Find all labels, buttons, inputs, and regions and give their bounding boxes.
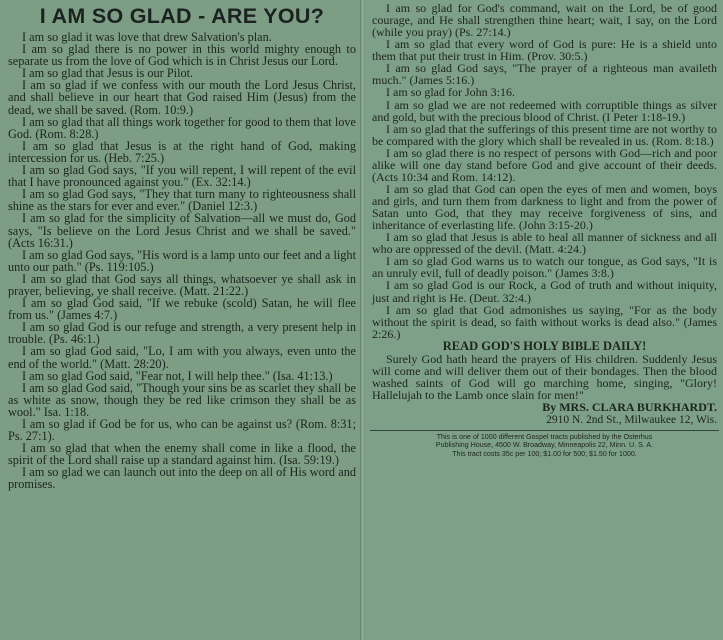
footer-line: This tract costs 35c per 100; $1.00 for 500; $1.50 for 1000. bbox=[452, 449, 637, 458]
paragraph: I am so glad there is no power in this world mighty enough to separate us from the love of God which is in Christ Jesus our Lord. bbox=[8, 42, 356, 69]
right-paragraphs bbox=[372, 2, 717, 340]
paragraph: I am so glad that when the enemy shall come in like a flood, the spirit of the Lord shall raise up a standard against him. (Isa. 59:19.) bbox=[8, 441, 356, 468]
closing-paragraph: Surely God hath heard the prayers of His children. Suddenly Jesus will come and will deliver them out of their bondages. Then the blood washed saints of God will go marching home, singing, "Glory! Hallelujah to the Lamb once slain for men!" bbox=[372, 351, 717, 402]
paragraph: I am so glad if we confess with our mouth the Lord Jesus Christ, and shall believe in our heart that God raised Him (Jesus) from the dead, we shall be saved. (Rom. 10:9.) bbox=[8, 78, 356, 117]
paragraph: I am so glad God says, "If you will repent, I will repent of the evil that I have pronounced against you." (Ex. 32:14.) bbox=[8, 163, 356, 190]
publisher-footer bbox=[370, 430, 719, 459]
tract-title: I AM SO GLAD - ARE YOU? bbox=[39, 4, 325, 28]
paragraph: I am so glad that Jesus is our Pilot. bbox=[22, 66, 194, 81]
paragraph: I am so glad we can launch out into the deep on all of His word and promises. bbox=[8, 465, 356, 492]
footer-line: Publishing House, 4500 W. Broadway, Minneapolis 22, Minn. U. S. A. bbox=[435, 441, 654, 450]
paragraph: I am so glad that God can open the eyes of men and women, boys and girls, and turn them from darkness to light and from the power of Satan unto God, that they may receive forgiveness of sins, and inheritance of everlasting life. (John 3:15-20.) bbox=[372, 181, 717, 233]
footer-line: This is one of 1000 different Gospel tracts published by the Osterhus bbox=[436, 432, 653, 441]
paragraph: I am so glad we are not redeemed with corruptible things as silver and gold, but with the precious blood of Christ. (I Peter 1:18-19.) bbox=[372, 97, 717, 124]
paragraph: I am so glad that all things work together for good to them that love God. (Rom. 8:28.) bbox=[8, 114, 356, 141]
paragraph: I am so glad God is our refuge and strength, a very present help in trouble. (Ps. 46:1.) bbox=[8, 320, 356, 347]
paragraph: I am so glad for God's command, wait on the Lord, be of good courage, and He shall strengthen thine heart; wait, I say, on the Lord (while you pray) (Ps. 27:14.) bbox=[372, 1, 717, 40]
paragraph: I am so glad there is no respect of persons with God—rich and poor alike will one day stand before God and give account of their deeds. (Acts 10:34 and Rom. 14:12). bbox=[372, 145, 717, 184]
paragraph: I am so glad God said, "If we rebuke (scold) Satan, he will flee from us." (James 4:7.) bbox=[8, 296, 356, 323]
author-credit: By MRS. CLARA BURKHARDT. bbox=[542, 400, 717, 414]
paragraph: I am so glad God says, "The prayer of a righteous man availeth much." (James 5:16.) bbox=[372, 61, 717, 88]
paragraph: I am so glad for John 3:16. bbox=[386, 85, 515, 100]
paragraph: I am so glad God says, "His word is a lamp unto our feet and a light unto our path." (Ps. 119:105.) bbox=[8, 247, 356, 274]
paragraph: I am so glad if God be for us, who can be against us? (Rom. 8:31; Ps. 27:1). bbox=[8, 417, 356, 444]
closing-heading: READ GOD'S HOLY BIBLE DAILY! bbox=[442, 338, 647, 353]
paragraph: I am so glad for the simplicity of Salvation—all we must do, God says, "Is believe on the Lord Jesus Christ and we shall be saved." (Acts 16:31.) bbox=[8, 211, 356, 250]
paragraph: I am so glad that every word of God is pure: He is a shield unto them that put their trust in Him. (Prov. 30:5.) bbox=[372, 37, 717, 64]
paragraph: I am so glad that Jesus is at the right hand of God, making intercession for us. (Heb. 7:25.) bbox=[8, 138, 356, 165]
left-paragraphs bbox=[8, 31, 356, 491]
paragraph: I am so glad God said, "Though your sins be as scarlet they shall be as white as snow, though they be red like crimson they shall be as wool." Isa. 1:18. bbox=[8, 380, 356, 419]
paragraph: I am so glad God warns us to watch our tongue, as God says, "It is an unruly evil, full of deadly poison." (James 3:8.) bbox=[372, 254, 717, 281]
paragraph: I am so glad that the sufferings of this present time are not worthy to be compared with the glory which shall be revealed in us. (Rom. 8:18.) bbox=[372, 121, 717, 148]
paragraph: I am so glad God is our Rock, a God of truth and without iniquity, just and right is He. (Deut. 32:4.) bbox=[372, 278, 717, 305]
paragraph: I am so glad that God admonishes us saying, "For as the body without the spirit is dead, so faith without works is dead also." (James 2:26.) bbox=[372, 302, 717, 341]
paragraph: I am so glad God said, "Fear not, I will help thee." (Isa. 41:13.) bbox=[22, 368, 333, 383]
paragraph: I am so glad it was love that drew Salvation's plan. bbox=[22, 30, 272, 44]
paragraph: I am so glad God said, "Lo, I am with you always, even unto the end of the world." (Matt. 28:20). bbox=[8, 344, 356, 371]
right-panel bbox=[364, 0, 723, 640]
paragraph: I am so glad that Jesus is able to heal all manner of sickness and all who are oppressed of the devil. (Matt. 4:24.) bbox=[372, 230, 717, 257]
author-address: 2910 N. 2nd St., Milwaukee 12, Wis. bbox=[546, 413, 717, 426]
paragraph: I am so glad that God says all things, whatsoever ye shall ask in prayer, believing, ye shall receive. (Matt. 21:22.) bbox=[8, 271, 356, 298]
paragraph: I am so glad God says, "They that turn many to righteousness shall shine as the stars for ever and ever." (Daniel 12:3.) bbox=[8, 187, 356, 214]
